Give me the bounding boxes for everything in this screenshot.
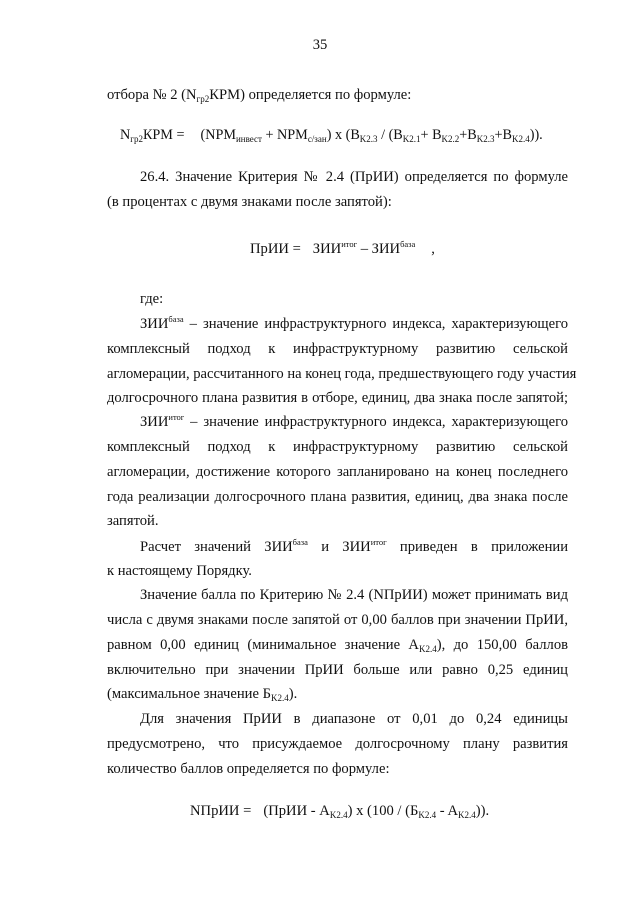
text-line: равном 0,00 единиц (минимальное значение $A_{K2.4}$), до 150,00 баллов	[107, 637, 569, 654]
text-line: комплексный подход к инфраструктурному развитию сельской	[107, 439, 568, 455]
text-line: (максимальное значение $Б_{K2.4}$).	[107, 686, 298, 703]
text-line: отбора № 2 $(N_{гр2}КРМ)$ определяется по формуле:	[107, 87, 412, 104]
text-line: долгосрочного плана развития в отборе, единиц, два знака после запятой;	[107, 390, 568, 406]
text-line: к настоящему Порядку.	[107, 563, 252, 579]
text-line: Для значения ПрИИ в диапазоне от 0,01 до 0,24 единицы	[140, 711, 568, 727]
text-line: где:	[140, 291, 164, 307]
text-line: запятой.	[107, 513, 159, 529]
text-line: года реализации долгосрочного плана развития, единиц, два знака после	[107, 489, 568, 505]
text-line: 26.4. Значение Критерия № 2.4 (ПрИИ) определяется по формуле	[140, 169, 568, 185]
text-line: включительно при значении ПрИИ больше или равно 0,25 единиц	[107, 662, 568, 678]
text-line: комплексный подход к инфраструктурному развитию сельской	[107, 341, 568, 357]
formula-prii: ПрИИ = $ЗИИ^{итог} - ЗИИ^{база}$ ,	[250, 239, 435, 257]
page-number: 35	[312, 37, 328, 53]
text-line: $ЗИИ^{итог}$ – значение инфраструктурного индекса, характеризующего	[140, 412, 568, 430]
text-line: (в процентах с двумя знаками после запятой):	[107, 194, 392, 210]
text-line: Расчет значений $ЗИИ^{база}$ и $ЗИИ^{итог}$ приведен в приложении	[140, 537, 569, 555]
text-line: количество баллов определяется по формуле:	[107, 761, 390, 777]
text-line: $ЗИИ^{база}$ – значение инфраструктурного индекса, характеризующего	[140, 314, 568, 332]
text-line: Значение балла по Критерию № 2.4 (NПрИИ) может принимать вид	[140, 587, 568, 603]
text-line: агломерации, рассчитанного на конец года, предшествующего году участия	[107, 366, 577, 382]
formula-n-prii: NПрИИ = (ПрИИ - $A_{K2.4}$) x $(100 / (Б_{K2.4} - A_{K2.4}))$.	[190, 803, 490, 820]
text-line: предусмотрено, что присуждаемое долгосрочному плану развития	[107, 736, 568, 752]
formula-n-gr2-krm: $N_{гр2}КРМ = (NPM_{инвест} + NPM_{с/зан})$ x $(B_{K2.3} / (B_{K2.1}+ B_{K2.2}+B_{K2.3}+B_{K2.4}))$.	[120, 127, 543, 144]
text-line: числа с двумя знаками после запятой от 0,00 баллов при значении ПрИИ,	[107, 612, 568, 628]
text-line: агломерации, достижение которого запланировано на конец последнего	[107, 464, 568, 480]
